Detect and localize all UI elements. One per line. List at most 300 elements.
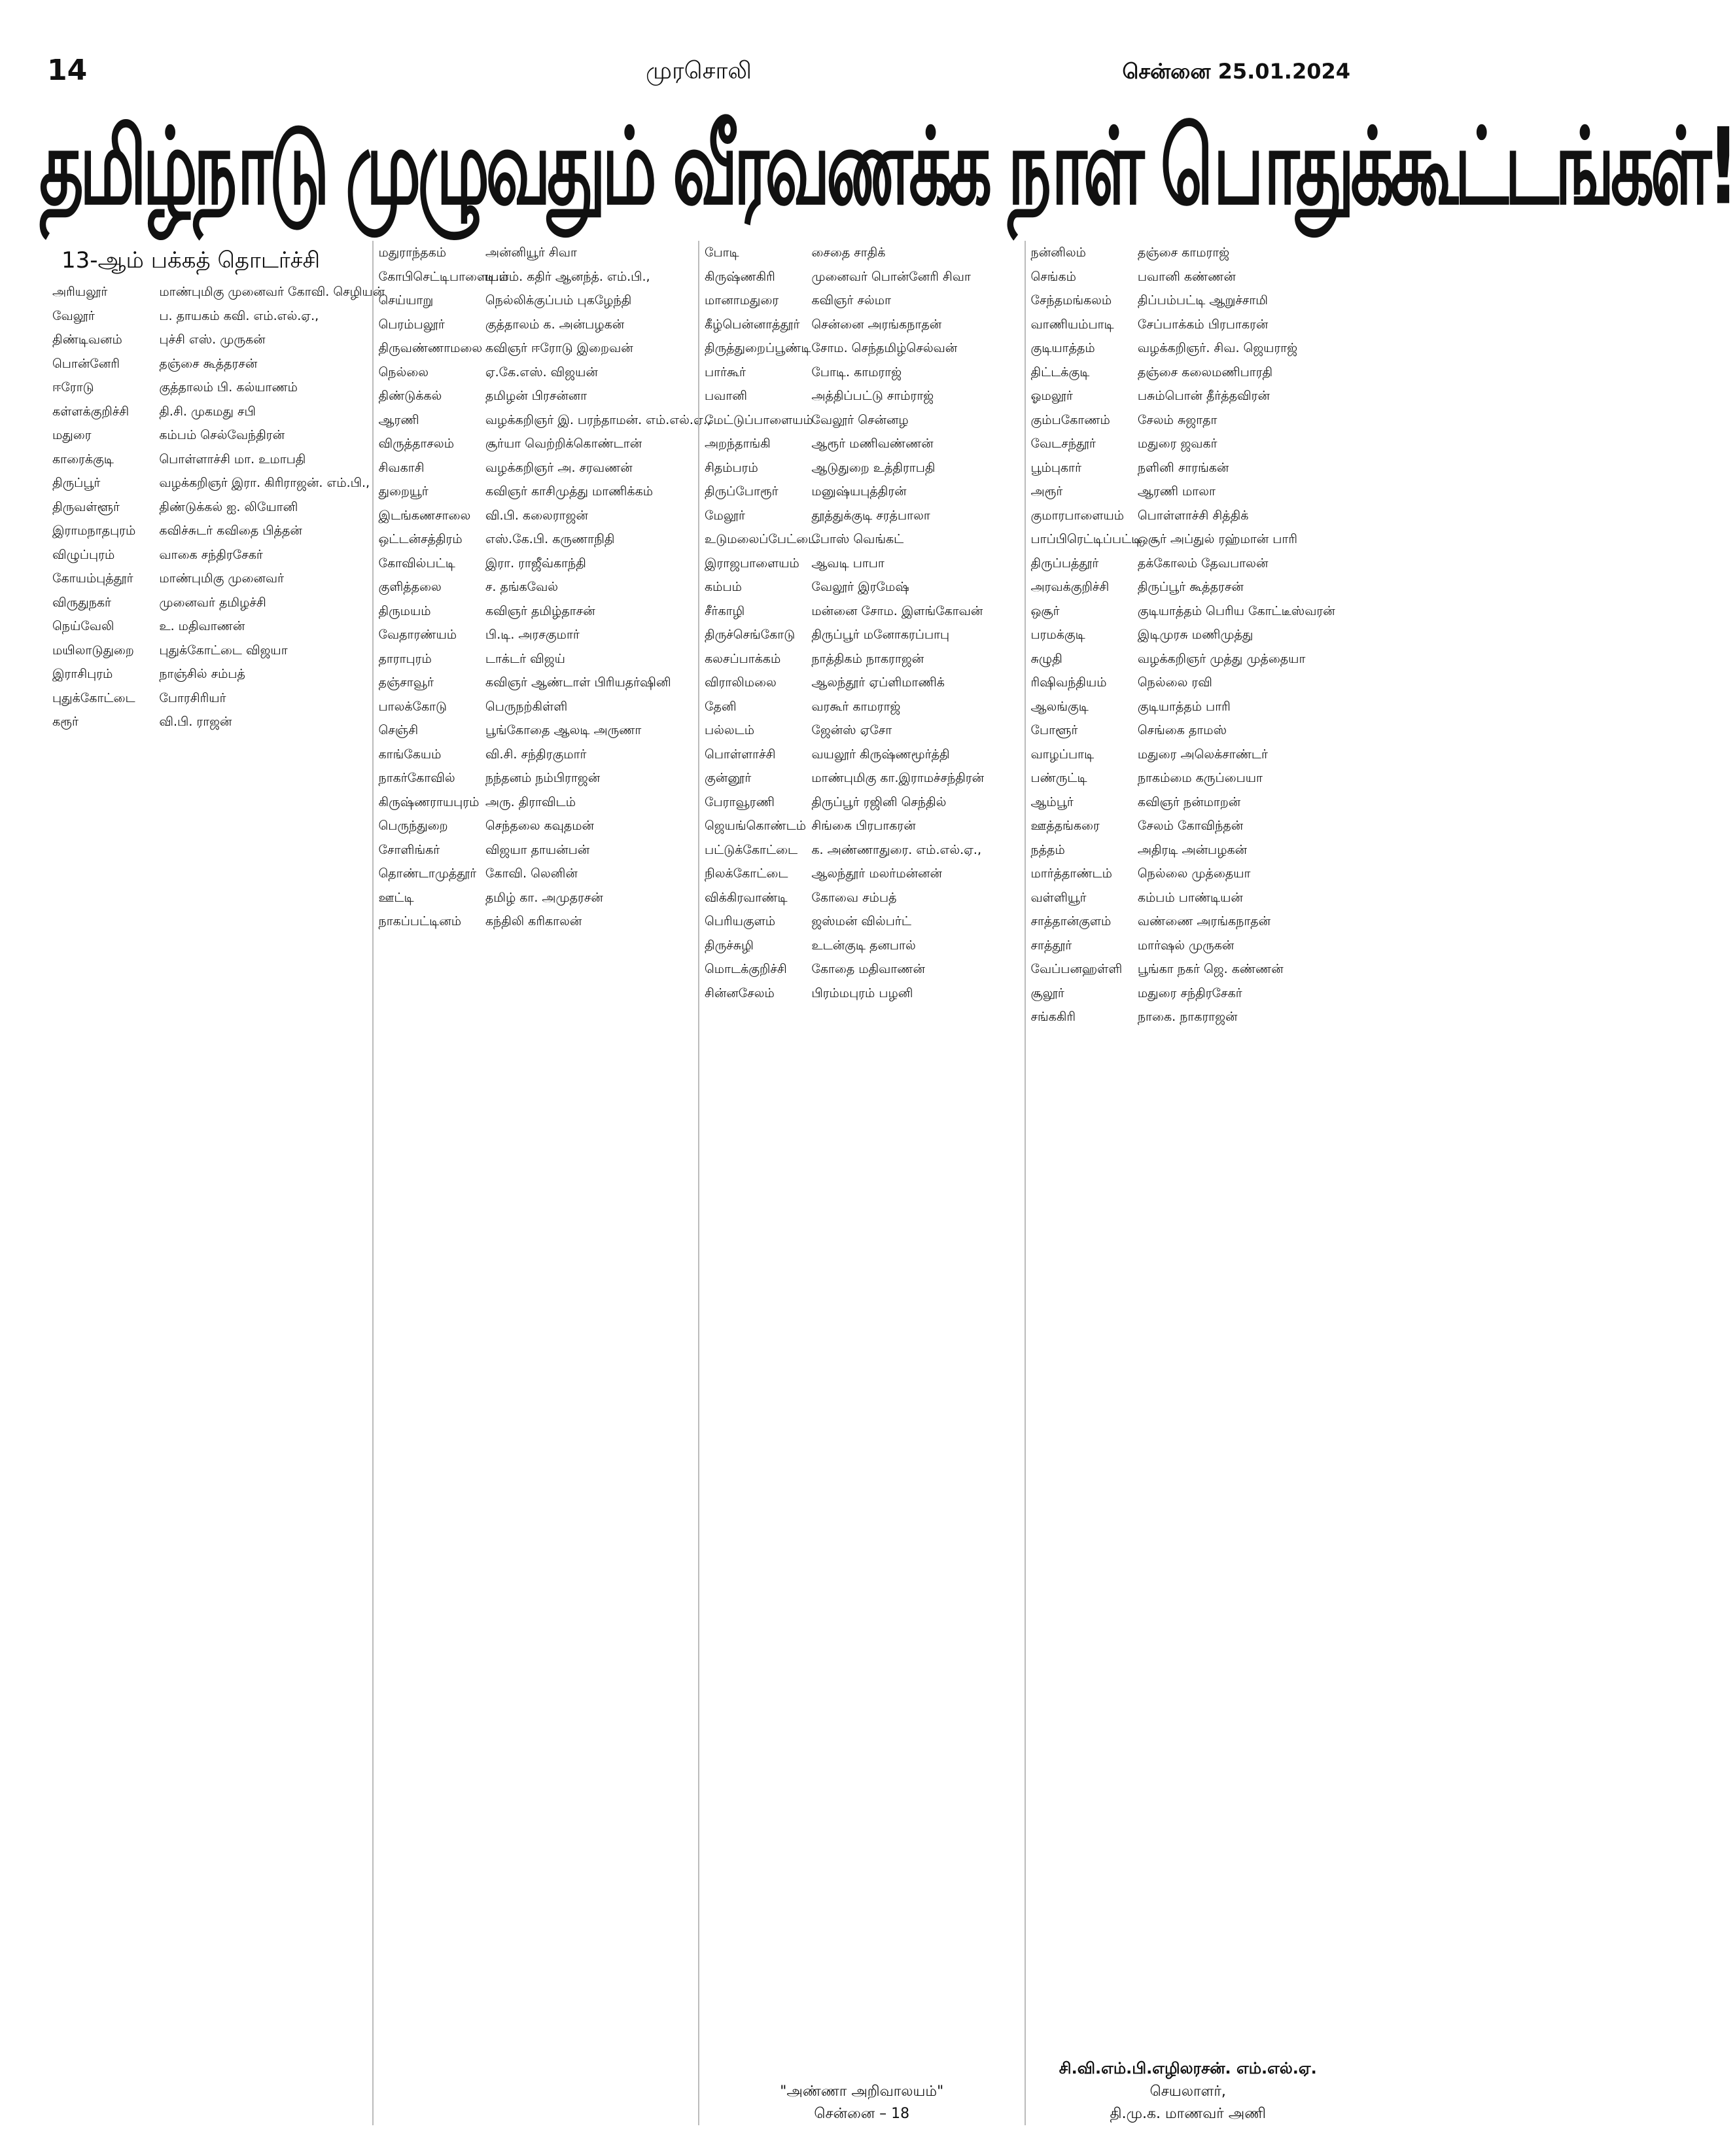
meeting-place: குடியாத்தம் — [1030, 341, 1095, 355]
meeting-speaker: நாகை. நாகராஜன் — [1137, 1010, 1238, 1024]
meeting-place: திருப்பத்தூர் — [1030, 556, 1099, 571]
meeting-row — [379, 743, 693, 767]
meeting-place: பொள்ளாச்சி — [705, 747, 776, 762]
meeting-row — [1031, 552, 1346, 576]
meeting-row — [52, 710, 367, 734]
meeting-place: ஆம்பூர் — [1030, 794, 1074, 809]
page-headline: தமிழ்நாடு முழுவதும் வீரவணக்க நாள் பொதுக்கூட்டங்கள்! — [39, 105, 1735, 229]
meeting-place: பண்ருட்டி — [1030, 771, 1087, 785]
meeting-place: ஊத்தங்கரை — [1030, 819, 1100, 833]
meeting-speaker: ஆரூர் மணிவண்ணன் — [811, 436, 934, 451]
meeting-place: கம்பம் — [705, 580, 742, 594]
meeting-row — [705, 910, 1019, 934]
meeting-speaker: உடன்குடி தனபால் — [811, 938, 916, 953]
meeting-row — [1031, 432, 1346, 456]
meeting-speaker: கவிஞர் ஆண்டாள் பிரியதர்ஷினி — [485, 675, 671, 690]
meeting-speaker: திருப்பூர் ரஜினி செந்தில் — [811, 794, 947, 809]
meeting-speaker: ச. தங்கவேல் — [485, 580, 559, 594]
meeting-place: கள்ளக்குறிச்சி — [52, 404, 130, 419]
meeting-speaker: கவிஞர் காசிமுத்து மாணிக்கம் — [485, 484, 654, 499]
meeting-row — [1031, 265, 1346, 289]
meeting-row — [1031, 838, 1346, 862]
meeting-speaker: வி.பி. கலைராஜன் — [485, 508, 588, 523]
meeting-row — [1031, 313, 1346, 337]
meeting-place: பட்டுக்கோட்டை — [705, 842, 798, 857]
meeting-speaker: தமிழ் கா. அமுதரசன் — [485, 890, 603, 905]
meeting-row — [52, 662, 367, 686]
meeting-speaker: கவிஞர் தமிழ்தாசன் — [485, 603, 595, 618]
meeting-place: காங்கேயம் — [378, 747, 442, 762]
meeting-speaker: வழக்கறிஞர் முத்து முத்தையா — [1137, 651, 1306, 666]
meeting-speaker: கந்திலி கரிகாலன் — [485, 914, 582, 928]
meeting-speaker: வயலூர் கிருஷ்ணமூர்த்தி — [811, 747, 950, 762]
meeting-place: சுழுதி — [1030, 651, 1062, 666]
meeting-place: தொண்டாமுத்தூர் — [378, 866, 477, 881]
meeting-place: அரூர் — [1030, 484, 1063, 499]
meeting-speaker: தூத்துக்குடி சரத்பாலா — [811, 508, 930, 523]
meeting-place: சிதம்பரம் — [705, 460, 758, 475]
meeting-row — [52, 567, 367, 591]
meeting-place: பூம்புகார் — [1030, 460, 1082, 475]
meeting-speaker: குடியாத்தம் பாரி — [1137, 699, 1231, 714]
meeting-place: விழுப்புரம் — [52, 547, 115, 562]
meeting-row — [1031, 934, 1346, 958]
meeting-row — [52, 423, 367, 448]
meeting-speaker: கோதை மதிவாணன் — [811, 962, 925, 976]
meeting-place: சின்னசேலம் — [705, 985, 775, 1000]
meeting-speaker: மதுரை சந்திரசேகர் — [1137, 985, 1242, 1000]
meeting-row — [1031, 1005, 1346, 1029]
meeting-place: மேலூர் — [705, 508, 745, 523]
meeting-row — [705, 862, 1019, 886]
meeting-row — [52, 304, 367, 328]
meeting-place: பேராவூரணி — [705, 794, 775, 809]
meeting-speaker: உ. மதிவாணன் — [159, 619, 245, 633]
meeting-row — [379, 718, 693, 743]
meeting-row — [379, 575, 693, 599]
meeting-speaker: மாண்புமிகு முனைவர் கோவி. செழியன் — [159, 285, 385, 299]
meeting-row — [379, 886, 693, 910]
meeting-speaker: முனைவர் பொன்னேரி சிவா — [811, 269, 971, 284]
meeting-place: வள்ளியூர் — [1030, 890, 1087, 905]
signoff-right — [1026, 2057, 1351, 2125]
meeting-row — [705, 743, 1019, 767]
meeting-speaker: கம்பம் செல்வேந்திரன் — [159, 428, 285, 442]
meeting-place: தேனி — [705, 699, 737, 714]
meeting-row — [379, 241, 693, 265]
meeting-place: வேலூர் — [52, 308, 95, 323]
meeting-place: திருப்போரூர் — [705, 484, 779, 499]
meeting-row — [52, 591, 367, 615]
meeting-place: பெருந்துறை — [378, 819, 448, 833]
meeting-row — [52, 614, 367, 639]
meeting-speaker: திருப்பூர் மனோகரப்பாபு — [811, 627, 950, 642]
meeting-speaker: அரு. திராவிடம் — [485, 794, 576, 809]
newspaper-name: முரசொலி — [646, 58, 752, 84]
meeting-speaker: வழக்கறிஞர் அ. சரவணன் — [485, 460, 633, 475]
meeting-place: செங்கம் — [1030, 269, 1076, 284]
meeting-row — [705, 957, 1019, 981]
meeting-speaker: ப. தாயகம் கவி. எம்.எல்.ஏ., — [159, 308, 319, 323]
meeting-speaker: வேலூர் இரமேஷ் — [811, 580, 909, 594]
meeting-speaker: புதுக்கோட்டை விஜயா — [159, 643, 288, 658]
meeting-speaker: சேலம் கோவிந்தன் — [1137, 819, 1244, 833]
meeting-row — [705, 480, 1019, 504]
meeting-speaker: கம்பம் பாண்டியன் — [1137, 890, 1243, 905]
meeting-speaker: சேலம் சுஜாதா — [1137, 412, 1218, 427]
meeting-speaker: எஸ்.கே.பி. கருணாநிதி — [485, 532, 615, 546]
meeting-speaker: வி.சி. சந்திரகுமார் — [485, 747, 587, 762]
meeting-speaker: அன்னியூர் சிவா — [485, 245, 577, 260]
meeting-row — [705, 718, 1019, 743]
meeting-place: அறந்தாங்கி — [705, 436, 771, 451]
meeting-speaker: சிங்கை பிரபாகரன் — [811, 819, 916, 833]
meeting-speaker: போரசிரியர் — [159, 690, 226, 705]
meeting-place: பெரம்பலூர் — [378, 317, 445, 332]
meeting-place: பெரியகுளம் — [705, 914, 776, 928]
meeting-row — [1031, 599, 1346, 624]
meeting-speaker: திருப்பூர் கூத்தரசன் — [1137, 580, 1244, 594]
meeting-place: கோவில்பட்டி — [378, 556, 455, 571]
meeting-row — [52, 471, 370, 495]
meeting-place: தாராபுரம் — [378, 651, 432, 666]
meeting-row — [379, 432, 693, 456]
meeting-place: திருப்பூர் — [52, 476, 101, 490]
meeting-row — [1031, 718, 1346, 743]
listing-column-2 — [372, 241, 711, 2125]
meeting-speaker: முனைவர் தமிழச்சி — [159, 595, 266, 610]
meeting-row — [379, 838, 693, 862]
meeting-row — [1031, 814, 1346, 838]
meeting-speaker: விஜயா தாயன்பன் — [485, 842, 590, 857]
meeting-place: நத்தம் — [1030, 842, 1065, 857]
meeting-place: திண்டிவனம் — [52, 332, 122, 347]
signatory-name: சி.வி.எம்.பி.எழிலரசன். எம்.எல்.ஏ. — [1059, 2059, 1317, 2077]
meeting-row — [705, 623, 1019, 647]
meeting-speaker: மாண்புமிகு முனைவர் — [159, 571, 285, 586]
meeting-row — [705, 790, 1019, 815]
meeting-row — [52, 519, 367, 543]
meeting-row — [705, 552, 1019, 576]
meeting-row — [379, 910, 693, 934]
meeting-row — [52, 686, 367, 711]
meeting-speaker: இடிமுரசு மணிமுத்து — [1137, 627, 1253, 642]
meeting-speaker: குத்தாலம் க. அன்பழகன் — [485, 317, 625, 332]
meeting-row — [705, 361, 1019, 385]
meeting-speaker: புச்சி எஸ். முருகன் — [159, 332, 266, 347]
meeting-row — [379, 504, 693, 528]
meeting-place: குன்னூர் — [705, 771, 752, 785]
meeting-row — [379, 289, 693, 313]
listing-column-1 — [47, 241, 385, 2125]
meeting-speaker: கவிஞர் நன்மாறன் — [1137, 794, 1241, 809]
meeting-place: பார்கூர் — [705, 364, 746, 380]
meeting-place: அரியலூர் — [52, 285, 108, 299]
meeting-place: திருவள்ளூர் — [52, 499, 120, 514]
meeting-speaker: டாக்டர் விஜய் — [485, 651, 565, 666]
signoff-city: சென்னை – 18 — [814, 2106, 910, 2122]
meeting-row — [378, 408, 711, 433]
meeting-speaker: போஸ் வெங்கட் — [811, 532, 904, 546]
meeting-speaker: குடியாத்தம் பெரிய கோட்டீஸ்வரன் — [1137, 603, 1335, 618]
meeting-speaker: நெல்லை ரவி — [1137, 675, 1212, 690]
meeting-row — [52, 400, 367, 424]
meeting-row — [705, 766, 1019, 790]
meeting-place: விருத்தாசலம் — [378, 436, 454, 451]
meeting-speaker: தமிழன் பிரசன்னா — [485, 389, 587, 403]
meeting-place: நன்னிலம் — [1030, 245, 1086, 260]
meeting-row — [705, 456, 1019, 480]
meeting-speaker: ஜஸ்மன் வில்பர்ட் — [811, 914, 911, 928]
meeting-row — [379, 766, 693, 790]
meeting-place: இராஜபாளையம் — [705, 556, 799, 571]
meeting-place: செய்யாறு — [378, 293, 434, 308]
meeting-speaker: செந்தலை கவுதமன் — [485, 819, 594, 833]
page-number: 14 — [47, 54, 88, 87]
meeting-speaker: கவிஞர் சல்மா — [811, 293, 892, 308]
meeting-place: செஞ்சி — [378, 723, 419, 737]
meeting-speaker: தக்கோலம் தேவபாலன் — [1137, 556, 1269, 571]
meeting-row — [1031, 695, 1346, 719]
meeting-place: சேந்தமங்கலம் — [1030, 293, 1112, 308]
meeting-speaker: மன்னை சோம. இளங்கோவன் — [811, 603, 983, 618]
meeting-place: கலசப்பாக்கம் — [705, 651, 781, 666]
meeting-place: புதுக்கோட்டை — [52, 690, 135, 705]
meeting-row — [1031, 361, 1346, 385]
meeting-speaker: ஆடுதுறை உத்திராபதி — [811, 460, 936, 475]
meeting-place: மதுராந்தகம் — [378, 245, 447, 260]
meeting-place: கோயம்புத்தூர் — [52, 571, 133, 586]
meeting-row — [705, 289, 1019, 313]
meeting-speaker: இரா. ராஜீவ்காந்தி — [485, 556, 586, 571]
meeting-row — [379, 790, 693, 815]
meeting-place: நாகப்பட்டினம் — [378, 914, 462, 928]
listing-column-4 — [1025, 241, 1351, 2125]
meeting-speaker: நாத்திகம் நாகராஜன் — [811, 651, 924, 666]
meeting-speaker: தஞ்சை கூத்தரசன் — [159, 356, 258, 371]
meeting-place: மானாமதுரை — [705, 293, 779, 308]
meeting-row — [1031, 671, 1346, 695]
signatory-wing: தி.மு.க. மாணவர் அணி — [1110, 2106, 1266, 2122]
meeting-row — [1031, 647, 1346, 671]
meeting-place: இராசிபுரம் — [52, 667, 113, 681]
meeting-place: சாத்தான்குளம் — [1030, 914, 1112, 928]
meeting-row — [705, 408, 1019, 433]
meetings-listing — [47, 241, 1350, 2125]
meeting-speaker: செங்கை தாமஸ் — [1137, 723, 1227, 737]
signoff-left — [699, 2081, 1025, 2125]
meeting-row — [52, 328, 367, 352]
meeting-place: நெல்லை — [378, 364, 429, 380]
meeting-place: நெய்வேலி — [52, 619, 114, 633]
meeting-row — [379, 814, 693, 838]
meeting-row — [705, 575, 1019, 599]
meeting-speaker: வழக்கறிஞர் இ. பரந்தாமன். எம்.எல்.ஏ., — [485, 412, 711, 427]
meeting-place: வாணியம்பாடி — [1030, 317, 1114, 332]
meeting-place: விருதுநகர் — [52, 595, 111, 610]
masthead — [47, 54, 1350, 93]
meeting-row — [705, 886, 1019, 910]
meeting-speaker: க. அண்ணாதுரை. எம்.எல்.ஏ., — [811, 842, 981, 857]
meeting-place: பரமக்குடி — [1030, 627, 1085, 642]
meeting-place: வேடசந்தூர் — [1030, 436, 1096, 451]
meeting-row — [52, 352, 367, 376]
meeting-place: அரவக்குறிச்சி — [1030, 580, 1110, 594]
meeting-place: ஆரணி — [378, 412, 419, 427]
meeting-place: பாலக்கோடு — [378, 699, 447, 714]
meeting-row — [705, 241, 1019, 265]
meeting-row — [379, 336, 693, 361]
meeting-place: திட்டக்குடி — [1030, 364, 1090, 380]
meeting-row — [52, 543, 367, 567]
meeting-speaker: ஏ.கே.எஸ். விஜயன் — [485, 364, 598, 380]
meeting-place: சீர்காழி — [705, 603, 745, 618]
meeting-place: குளித்தலை — [378, 580, 442, 594]
meeting-place: கிருஷ்ணராயபுரம் — [378, 794, 480, 809]
meeting-place: வாழப்பாடி — [1030, 747, 1095, 762]
meeting-row — [1031, 241, 1346, 265]
meeting-row — [1031, 766, 1346, 790]
meeting-row — [705, 695, 1019, 719]
meeting-row — [379, 695, 693, 719]
meeting-place: ஆலங்குடி — [1030, 699, 1089, 714]
meeting-speaker: மதுரை அலெக்சாண்டர் — [1137, 747, 1268, 762]
meeting-place: கிருஷ்ணகிரி — [705, 269, 775, 284]
meeting-row — [1031, 790, 1346, 815]
meeting-place: இராமநாதபுரம் — [52, 523, 136, 538]
meeting-speaker: வி.பி. ராஜன் — [159, 715, 232, 729]
meeting-place: மேட்டுப்பாளையம் — [705, 412, 813, 427]
meeting-place: வேதாரண்யம் — [378, 627, 457, 642]
meeting-row — [1031, 957, 1346, 981]
meeting-row — [1031, 456, 1346, 480]
meeting-place: பாப்பிரெட்டிப்பட்டி — [1030, 532, 1142, 546]
meeting-speaker: பொள்ளாச்சி சித்திக் — [1137, 508, 1249, 523]
meeting-row — [379, 313, 693, 337]
meeting-row — [379, 265, 693, 289]
meeting-speaker: வரகூர் காமராஜ் — [811, 699, 901, 714]
meeting-place: ஈரோடு — [52, 380, 94, 395]
meeting-speaker: மாண்புமிகு கா.இராமச்சந்திரன் — [811, 771, 985, 785]
meeting-row — [1031, 575, 1346, 599]
meeting-speaker: தி.சி. முகமது சபி — [159, 404, 256, 419]
meeting-place: கும்பகோணம் — [1030, 412, 1110, 427]
meeting-place: உடுமலைப்பேட்டை — [705, 532, 818, 546]
meeting-speaker: கோவை சம்பத் — [811, 890, 897, 905]
meeting-speaker: பொள்ளாச்சி மா. உமாபதி — [159, 451, 306, 467]
meeting-row — [705, 432, 1019, 456]
meeting-row — [1031, 910, 1346, 934]
meeting-speaker: அதிரடி அன்பழகன் — [1137, 842, 1248, 857]
meeting-place: கீழ்பென்னாத்தூர் — [705, 317, 800, 332]
meeting-row — [379, 480, 693, 504]
meeting-speaker: வாகை சந்திரசேகர் — [159, 547, 263, 562]
meeting-speaker: கோவி. லெனின் — [485, 866, 578, 881]
meeting-row — [1031, 623, 1346, 647]
meeting-place: மயிலாடுதுறை — [52, 643, 134, 658]
meeting-row — [1031, 981, 1346, 1006]
meeting-speaker: சோம. செந்தமிழ்செல்வன் — [811, 341, 958, 355]
meeting-row — [705, 814, 1019, 838]
meeting-row — [52, 639, 367, 663]
meeting-speaker: போடி. காமராஜ் — [811, 364, 902, 380]
meeting-row — [705, 934, 1019, 958]
meeting-speaker: ஆலந்தூர் ஏப்ளிமாணிக் — [811, 675, 945, 690]
meeting-row — [1031, 289, 1346, 313]
signatory-title: செயலாளர், — [1149, 2083, 1226, 2100]
meeting-row — [379, 361, 693, 385]
meeting-place: பல்லடம் — [705, 723, 755, 737]
meeting-speaker: குத்தாலம் பி. கல்யாணம் — [159, 380, 298, 395]
meeting-speaker: தஞ்சை காமராஜ் — [1137, 245, 1230, 260]
meeting-row — [52, 495, 367, 520]
meeting-speaker: கவிச்சுடர் கவிதை பித்தன் — [159, 523, 302, 538]
meeting-speaker: வழக்கறிஞர். சிவ. ஜெயராஜ் — [1137, 341, 1298, 355]
meeting-place: ஓமலூர் — [1030, 389, 1073, 403]
meeting-row — [705, 599, 1019, 624]
meeting-speaker: பூங்கா நகர் ஜெ. கண்ணன் — [1137, 962, 1284, 976]
meeting-place: திருவண்ணாமலை — [378, 341, 483, 355]
meeting-place: வேப்பனஹள்ளி — [1030, 962, 1123, 976]
meeting-place: போளூர் — [1030, 723, 1078, 737]
meeting-place: நாகர்கோவில் — [378, 771, 455, 785]
meeting-place: மார்த்தாண்டம் — [1030, 866, 1112, 881]
meeting-speaker: நெல்லை முத்தையா — [1137, 866, 1251, 881]
meeting-speaker: பிரம்மபுரம் பழனி — [811, 985, 913, 1000]
meeting-row — [52, 280, 385, 304]
meeting-row — [52, 448, 367, 472]
meeting-place: திருச்சுழி — [705, 938, 754, 953]
meeting-speaker: வண்ணை அரங்கநாதன் — [1137, 914, 1271, 928]
meeting-row — [1031, 504, 1346, 528]
meeting-place: திருத்துறைப்பூண்டி — [705, 341, 811, 355]
meeting-place: தஞ்சாவூர் — [378, 675, 434, 690]
meeting-row — [705, 527, 1019, 552]
meeting-row — [705, 647, 1019, 671]
meeting-place: ஜெயங்கொண்டம் — [705, 819, 807, 833]
meeting-row — [52, 376, 367, 400]
meeting-place: கரூர் — [52, 715, 79, 729]
meeting-row — [1031, 480, 1346, 504]
meeting-place: கோபிசெட்டிபாளையம் — [378, 269, 509, 284]
meeting-place: சங்ககிரி — [1030, 1010, 1076, 1024]
meeting-row — [379, 552, 693, 576]
dateline: சென்னை 25.01.2024 — [1122, 59, 1350, 84]
meeting-speaker: அத்திப்பட்டு சாம்ராஜ் — [811, 389, 934, 403]
meeting-place: விக்கிரவாண்டி — [705, 890, 788, 905]
meeting-place: காரைக்குடி — [52, 451, 114, 467]
meeting-speaker: ஆலந்தூர் மலர்மன்னன் — [811, 866, 942, 881]
meeting-row — [1031, 743, 1346, 767]
meeting-speaker: நெல்லிக்குப்பம் புகழேந்தி — [485, 293, 632, 308]
meeting-place: திருச்செங்கோடு — [705, 627, 796, 642]
meeting-place: விராலிமலை — [705, 675, 777, 690]
meeting-speaker: ஆரணி மாலா — [1137, 484, 1216, 499]
meeting-row — [1031, 336, 1346, 361]
meeting-speaker: மார்ஷல் முருகன் — [1137, 938, 1235, 953]
meeting-place: பவானி — [705, 389, 747, 403]
meeting-place: ரிஷிவந்தியம் — [1030, 675, 1107, 690]
meeting-row — [379, 623, 693, 647]
meeting-row — [379, 862, 693, 886]
meeting-row — [379, 527, 693, 552]
meeting-speaker: வழக்கறிஞர் இரா. கிரிராஜன். எம்.பி., — [159, 476, 370, 490]
meeting-speaker: திண்டுக்கல் ஐ. லியோனி — [159, 499, 298, 514]
meeting-place: சூலூர் — [1030, 985, 1064, 1000]
meeting-row — [705, 313, 1019, 337]
meeting-speaker: சைதை சாதிக் — [811, 245, 886, 260]
meeting-place: போடி — [705, 245, 739, 260]
